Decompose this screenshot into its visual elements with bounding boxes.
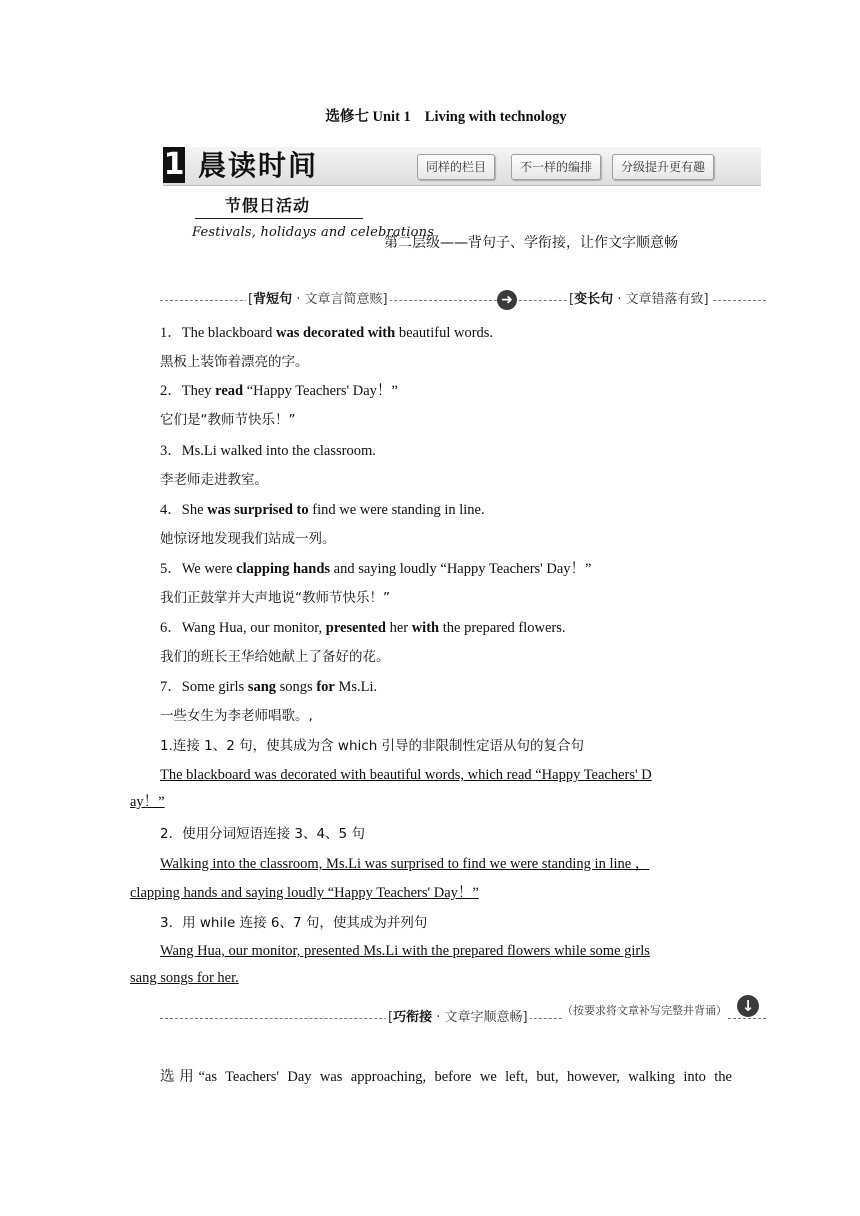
divider-label-short: [背短句 · 文章言简意赅]: [248, 292, 388, 307]
arrow-down-icon: ↓: [737, 995, 759, 1017]
sentence-number: 2．: [160, 383, 182, 399]
page-title: [0, 105, 860, 126]
sentence-text: They: [181, 383, 216, 399]
sentence-translation: 一些女生为李老师唱歌。,: [160, 708, 313, 724]
sentence-translation: 她惊讶地发现我们站成一列。: [160, 531, 336, 547]
sentence-translation: 我们正鼓掌并大声地说“教师节快乐！”: [160, 590, 390, 606]
topic-logo-title: 节假日活动: [225, 196, 311, 215]
task-answer-continued: sang songs for her.: [130, 970, 239, 986]
tab-same-column[interactable]: 同样的栏目: [417, 154, 495, 180]
sentence-text: Wang Hua, our monitor,: [181, 620, 326, 636]
sentence-text: and saying loudly “Happy Teachers' Day！”: [330, 561, 592, 577]
key-phrase: clapping hands: [236, 561, 331, 577]
logo-underline: [195, 218, 363, 219]
task-prompt: 3．用 while 连接 6、7 句，使其成为并列句: [160, 915, 428, 931]
sentence-text: She: [181, 502, 208, 518]
title-topic: Living with technology: [424, 109, 567, 125]
sentence-translation: 它们是“教师节快乐！”: [160, 412, 296, 428]
sentence-english: [160, 381, 398, 401]
sentence-text: We were: [181, 561, 237, 577]
banner-title: 晨读时间: [198, 149, 319, 182]
title-unit: 选修七 Unit 1: [325, 109, 411, 125]
key-phrase: presented: [325, 620, 386, 636]
tab-graded-improvement[interactable]: 分级提升更有趣: [612, 154, 714, 180]
key-phrase: with: [411, 620, 440, 636]
topic-logo-subtitle: Festivals, holidays and celebrations: [192, 225, 435, 240]
sentence-text: beautiful words.: [395, 325, 494, 341]
sentence-text: The blackboard: [181, 325, 276, 341]
divider-label-long: [变长句 · 文章错落有致]: [569, 292, 709, 307]
sentence-number: 3．: [160, 443, 182, 459]
level-description: 第二层级——背句子、学衔接，让作文字顺意畅: [384, 235, 678, 251]
body-paragraph: 选用“as Teachers' Day was approaching, before we left, but, however, walking into the: [160, 1069, 732, 1085]
sentence-english: [160, 441, 376, 461]
key-phrase: for: [316, 679, 335, 695]
sentence-text: her: [385, 620, 412, 636]
key-phrase: was surprised to: [207, 502, 309, 518]
sentence-english: [160, 500, 485, 520]
sentence-translation: 李老师走进教室。: [160, 472, 268, 488]
label-transition: 巧衔接: [393, 1010, 433, 1025]
label-short-sentences: 背短句: [253, 292, 293, 307]
sentence-translation: 我们的班长王华给她献上了备好的花。: [160, 649, 390, 665]
task-answer-continued: clapping hands and saying loudly “Happy Teachers' Day！”: [130, 885, 479, 901]
instruction-note: （按要求将文章补写完整并背诵）: [562, 1004, 727, 1017]
task-answer: The blackboard was decorated with beautiful words, which read “Happy Teachers' D: [160, 767, 652, 783]
sentence-number: 7．: [160, 679, 182, 695]
section-number-badge: 1: [163, 147, 185, 182]
task-answer: Wang Hua, our monitor, presented Ms.Li with the prepared flowers while some girls: [160, 943, 650, 959]
task-answer: Walking into the classroom, Ms.Li was surprised to find we were standing in line ，: [160, 856, 650, 872]
label-short-sub: · 文章言简意赅: [292, 292, 383, 307]
task-prompt: 1.连接 1、2 句，使其成为含 which 引导的非限制性定语从句的复合句: [160, 738, 585, 754]
sentence-text: find we were standing in line.: [308, 502, 485, 518]
sentence-text: the prepared flowers.: [439, 620, 566, 636]
label-long-sub: · 文章错落有致: [613, 292, 704, 307]
sentence-english: [160, 677, 377, 697]
sentence-text: “Happy Teachers' Day！”: [243, 383, 398, 399]
tab-different-layout[interactable]: 不一样的编排: [511, 154, 601, 180]
sentence-number: 5．: [160, 561, 182, 577]
sentence-text: Some girls: [181, 679, 248, 695]
sentence-number: 1．: [160, 325, 182, 341]
sentence-text: Ms.Li.: [334, 679, 378, 695]
task-prompt: 2．使用分词短语连接 3、4、5 句: [160, 826, 365, 842]
sentence-english: [160, 323, 493, 343]
arrow-right-icon: ➜: [497, 290, 517, 310]
key-phrase: was decorated with: [275, 325, 396, 341]
sentence-translation: 黑板上装饰着漂亮的字。: [160, 354, 309, 370]
label-long-sentences: 变长句: [574, 292, 614, 307]
sentence-english: [160, 618, 566, 638]
key-phrase: read: [215, 383, 244, 399]
divider-label-transition: [巧衔接 · 文章字顺意畅]: [388, 1010, 528, 1025]
label-transition-sub: · 文章字顺意畅: [432, 1010, 523, 1025]
sentence-text: Ms.Li walked into the classroom.: [181, 443, 376, 459]
sentence-number: 6．: [160, 620, 182, 636]
sentence-number: 4．: [160, 502, 182, 518]
sentence-english: [160, 559, 592, 579]
task-answer-continued: ay！”: [130, 794, 165, 810]
key-phrase: sang: [247, 679, 277, 695]
sentence-text: songs: [276, 679, 317, 695]
